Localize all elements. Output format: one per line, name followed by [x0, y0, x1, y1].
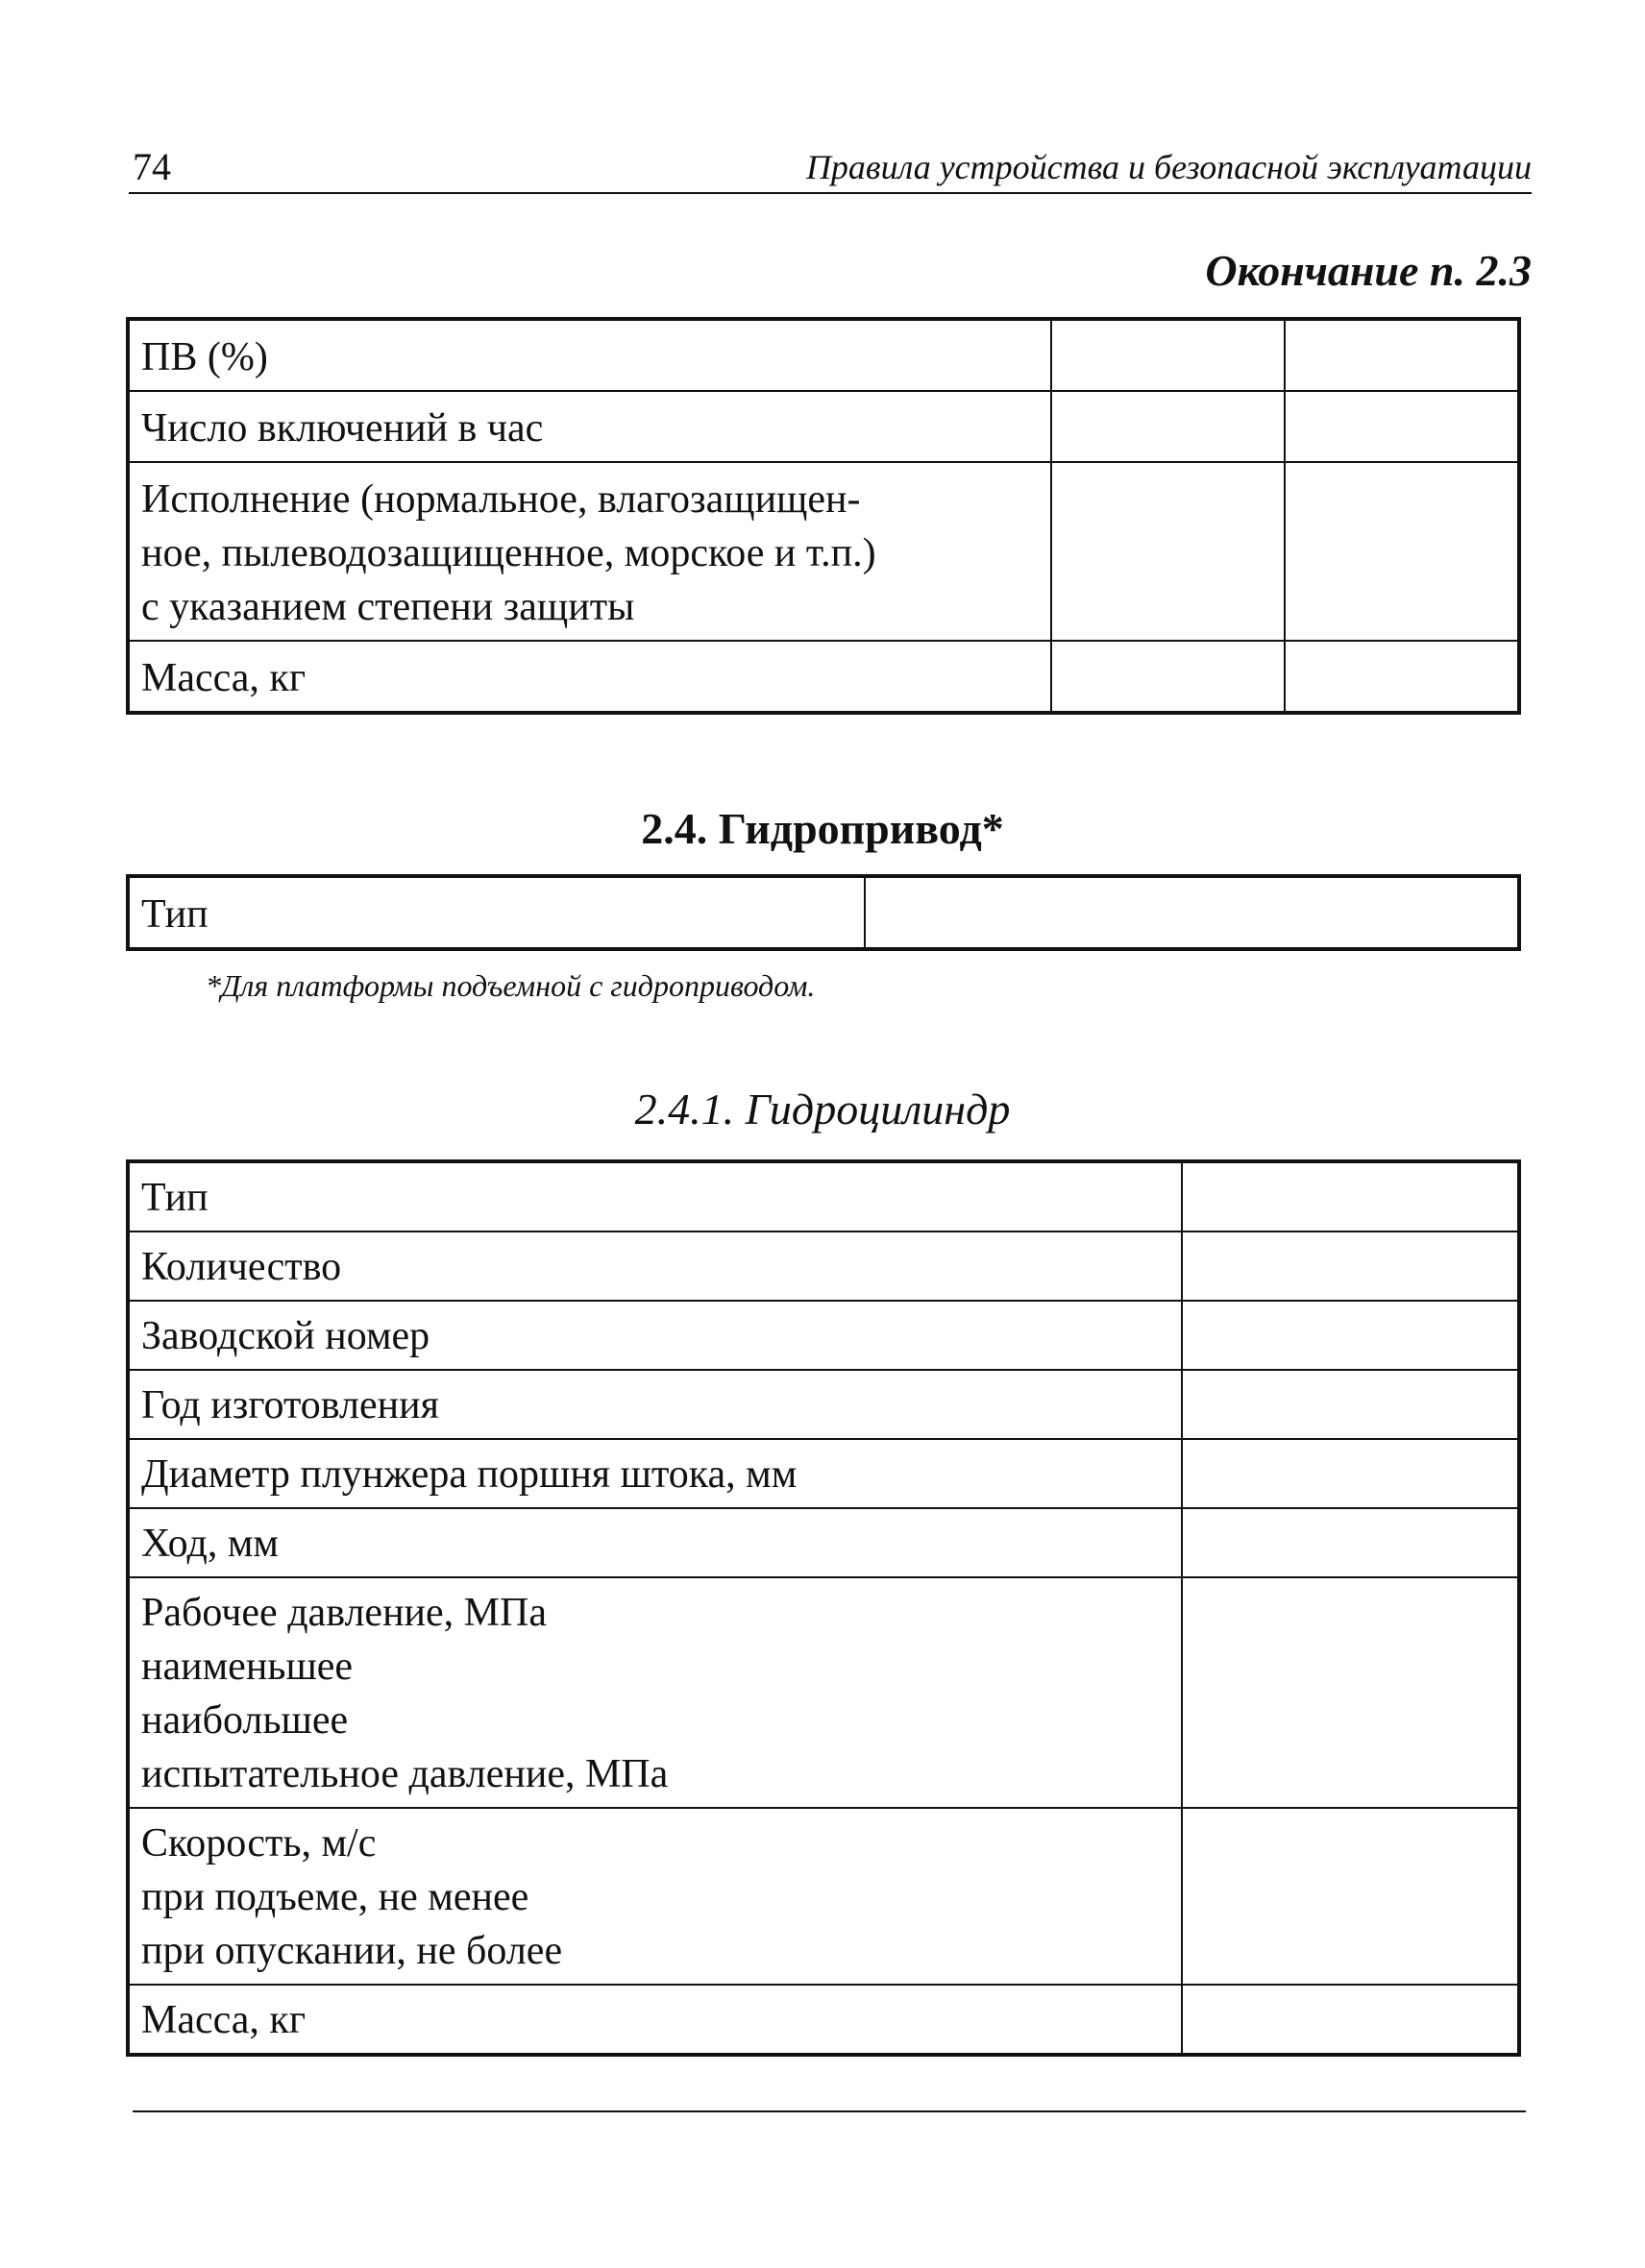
value-cell[interactable]	[1285, 319, 1519, 391]
row-label	[128, 1232, 1182, 1301]
label-line: Тип	[141, 892, 209, 937]
value-cell[interactable]	[1182, 1370, 1519, 1439]
label-line: Масса, кг	[141, 1998, 307, 2042]
value-cell[interactable]	[1051, 319, 1285, 391]
value-cell[interactable]	[1182, 1985, 1519, 2055]
label-line: испытательное давление, МПа	[141, 1752, 669, 1796]
table-row	[128, 391, 1519, 462]
value-cell[interactable]	[1051, 462, 1285, 641]
table-row	[128, 462, 1519, 641]
row-label	[128, 1439, 1182, 1508]
table-row	[128, 641, 1519, 713]
label-line: при подъеме, не менее	[141, 1875, 529, 1919]
label-line: Количество	[141, 1245, 342, 1289]
row-label	[128, 1370, 1182, 1439]
label-line: Диаметр плунжера поршня штока, мм	[141, 1452, 798, 1497]
label-line: Масса, кг	[141, 656, 307, 700]
value-cell[interactable]	[1182, 1232, 1519, 1301]
value-cell[interactable]	[1285, 391, 1519, 462]
table-2-4-1	[126, 1159, 1521, 2057]
value-cell[interactable]	[1182, 1808, 1519, 1985]
row-label	[128, 1301, 1182, 1370]
row-label	[128, 1985, 1182, 2055]
footnote: *Для платформы подъемной с гидроприводом.	[206, 968, 816, 1003]
label-line: с указанием степени защиты	[141, 585, 635, 629]
table-2-4	[126, 874, 1521, 951]
value-cell[interactable]	[1051, 641, 1285, 713]
row-label	[128, 462, 1051, 641]
table-row	[128, 1301, 1519, 1370]
section-title: 2.4. Гидропривод*	[641, 804, 1004, 853]
label-line: Скорость, м/с	[141, 1821, 377, 1866]
label-line: Ход, мм	[141, 1522, 280, 1566]
label-line: наименьшее	[141, 1645, 354, 1689]
table-row	[128, 1985, 1519, 2055]
label-line: Год изготовления	[141, 1383, 439, 1427]
row-label	[128, 1161, 1182, 1232]
page-number: 74	[133, 145, 171, 188]
value-cell[interactable]	[1182, 1301, 1519, 1370]
label-line: Заводской номер	[141, 1314, 430, 1358]
row-label	[128, 641, 1051, 713]
value-cell[interactable]	[1182, 1161, 1519, 1232]
table-row	[128, 1808, 1519, 1985]
label-line: при опускании, не более	[141, 1929, 563, 1973]
row-label	[128, 876, 865, 949]
value-cell[interactable]	[1051, 391, 1285, 462]
label-line: Число включений в час	[141, 406, 544, 451]
label-line: ное, пылеводозащищенное, морское и т.п.)	[141, 531, 876, 575]
table-row	[128, 1577, 1519, 1808]
table-row	[128, 1508, 1519, 1577]
header-rule	[129, 192, 1532, 194]
table-row	[128, 1439, 1519, 1508]
table-row	[128, 1232, 1519, 1301]
bottom-rule	[133, 2110, 1526, 2112]
value-cell[interactable]	[1182, 1508, 1519, 1577]
label-line: ПВ (%)	[141, 335, 268, 379]
table-row	[128, 876, 1519, 949]
label-line: наибольшее	[141, 1698, 349, 1743]
continuation-label: Окончание п. 2.3	[1205, 246, 1532, 295]
row-label	[128, 391, 1051, 462]
row-label	[128, 1808, 1182, 1985]
row-label	[128, 1508, 1182, 1577]
value-cell[interactable]	[865, 876, 1519, 949]
running-title: Правила устройства и безопасной эксплуатации	[805, 148, 1532, 186]
value-cell[interactable]	[1285, 462, 1519, 641]
value-cell[interactable]	[1182, 1439, 1519, 1508]
label-line: Тип	[141, 1176, 209, 1220]
label-line: Рабочее давление, МПа	[141, 1591, 547, 1635]
value-cell[interactable]	[1182, 1577, 1519, 1808]
table-row	[128, 1370, 1519, 1439]
row-label	[128, 319, 1051, 391]
table-row	[128, 319, 1519, 391]
value-cell[interactable]	[1285, 641, 1519, 713]
label-line: Исполнение (нормальное, влагозащищен-	[141, 477, 861, 522]
row-label	[128, 1577, 1182, 1808]
subsection-title: 2.4.1. Гидроцилиндр	[634, 1085, 1011, 1134]
table-row	[128, 1161, 1519, 1232]
table-2-3	[126, 317, 1521, 715]
